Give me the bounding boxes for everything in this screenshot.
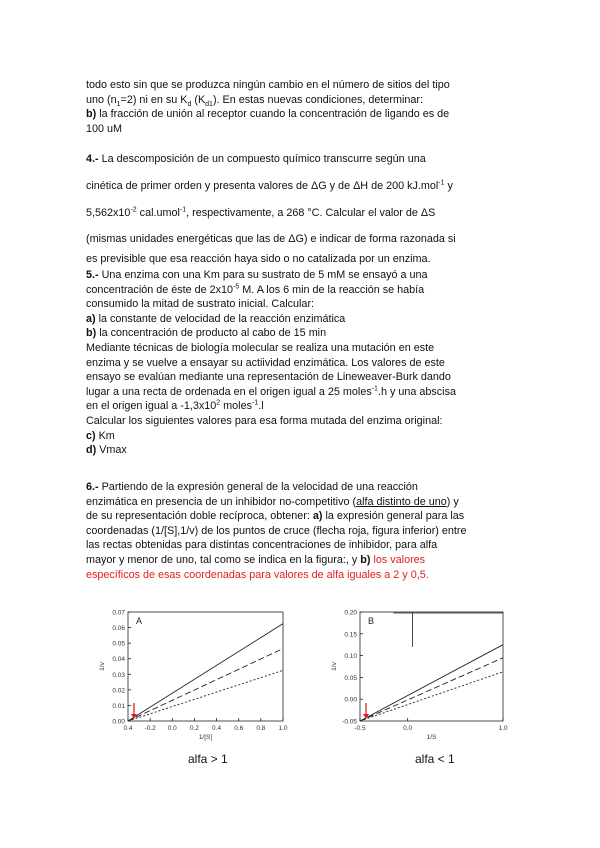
q5-text: Km (95, 429, 115, 442)
q6-text: Partiendo de la expresión general de la velocidad de una reacción (98, 481, 418, 493)
item-label: a) (86, 312, 96, 325)
q5-line-3: consumido la mitad de sustrato inicial. Calcular: (86, 298, 315, 311)
question-6 (86, 480, 514, 582)
q4-text: , respectivamente, a 268 °C. Calcular el valor de ΔS (186, 207, 436, 219)
q4-line-1 (86, 146, 514, 173)
subscript: 1 (116, 100, 121, 108)
x-tick-label: 1.0 (498, 725, 508, 732)
y-tick-label: 0.06 (112, 625, 125, 633)
q6-line-7: específicos de esas coordenadas para valores de alfa iguales a 2 y 0,5. (86, 568, 429, 581)
caption-b: alfa < 1 (415, 752, 455, 766)
q5-text: M. A los 6 min de la reacción se había (239, 283, 425, 296)
q5-text: Una enzima con una Km para su sustrato de 5 mM se ensayó a una (98, 269, 428, 281)
series-line-2 (360, 658, 503, 721)
q5-line-1 (86, 268, 514, 283)
q4-text: La descomposición de un compuesto químico transcurre según una (98, 153, 426, 165)
q6-line-4: coordenadas (1/[S],1/v) de los puntos de cruce (flecha roja, figura inferior) entre (86, 524, 467, 537)
q5-line-8: ensayo se evalúan mediante una representación de Lineweaver-Burk dando (86, 371, 451, 384)
y-axis-label: 1/v (331, 662, 338, 671)
q6-line-6 (86, 553, 514, 568)
y-tick-label: 0.07 (112, 609, 125, 617)
x-tick-label: 1.0 (278, 725, 288, 732)
q4-line-2 (86, 173, 514, 200)
intro-line-2 (86, 93, 514, 108)
intro-text: ). En estas nuevas condiciones, determinar: (212, 93, 424, 106)
q5-line-d (86, 443, 514, 458)
q5-text: .h y una abscisa (377, 385, 456, 398)
x-tick-label: 0.8 (256, 725, 266, 732)
item-label: c) (86, 429, 96, 442)
q4-text: 5,562x10 (86, 207, 131, 219)
series-line-3 (128, 670, 283, 721)
q6-text: de su representación doble recíproca, obtener: (86, 510, 313, 523)
q5-line-9 (86, 385, 514, 400)
q5-line-2 (86, 283, 514, 298)
intro-line-4: 100 uM (86, 122, 123, 135)
q4-text: y (444, 180, 453, 192)
caption-a: alfa > 1 (188, 752, 228, 766)
intro-text: uno (n (86, 93, 117, 106)
series-line-1 (360, 645, 503, 721)
y-tick-label: 0.00 (112, 718, 125, 726)
q6-line-2 (86, 495, 514, 510)
q4-line-4: (mismas unidades energéticas que las de ΔG) e indicar de forma razonada si (86, 233, 456, 245)
x-tick-label: 0.6 (234, 725, 244, 732)
superscript: -1 (179, 206, 187, 214)
plot-frame (128, 612, 283, 721)
intro-line-3 (86, 107, 514, 122)
x-tick-label: -0.2 (144, 725, 156, 732)
intro-line-1: todo esto sin que se produzca ningún cambio en el número de sitios del tipo (86, 79, 450, 91)
q4-line-5: es previsible que esa reacción haya sido o no catalizada por un enzima. (86, 253, 431, 265)
q5-text: la concentración de producto al cabo de 15 min (96, 327, 327, 340)
q4-line-3 (86, 200, 514, 227)
y-tick-label: 0.10 (344, 653, 357, 661)
question-number: 4.- (86, 153, 99, 165)
q5-line-b (86, 326, 514, 341)
q6-line-1 (86, 480, 514, 495)
x-tick-label: 0.0 (403, 725, 413, 732)
item-label: b) (360, 553, 371, 566)
x-tick-label: 0.4 (123, 725, 133, 732)
x-tick-label: 0.2 (189, 725, 199, 732)
panel-label: A (136, 616, 143, 626)
q5-line-a (86, 312, 514, 327)
q5-text: Vmax (96, 444, 127, 457)
x-tick-label: -0.5 (354, 725, 366, 732)
item-label: b) (86, 108, 97, 121)
q6-text: ) y (446, 495, 459, 508)
superscript: 2 (216, 399, 221, 407)
intro-text: (K (191, 93, 206, 106)
y-tick-label: 0.05 (344, 674, 357, 682)
q5-line-7: enzima y se vuelve a ensayar su actiividad enzimática. Los valores de este (86, 356, 445, 369)
chart-alfa-greater-than-one (88, 608, 308, 748)
q5-line-11: Calcular los siguientes valores para esa forma mutada del enzima original: (86, 414, 443, 427)
item-label: b) (86, 327, 97, 340)
intro-paragraph (86, 78, 514, 136)
superscript: -2 (130, 206, 137, 214)
q5-line-10 (86, 399, 514, 414)
series-line-2 (128, 649, 283, 721)
x-axis-label: 1/[S] (198, 734, 213, 741)
q6-line-5: las rectas obtenidas para distintas concentraciones de inhibidor, para alfa (86, 539, 438, 552)
subscript: d1 (205, 100, 213, 108)
superscript: -1 (371, 385, 378, 393)
q5-text: en el origen igual a -1,3x10 (86, 400, 217, 413)
y-tick-label: -0.05 (342, 718, 357, 726)
superscript: -1 (438, 179, 445, 187)
underlined-text: alfa distinto de uno (356, 495, 447, 508)
y-axis-label: 1/v (99, 662, 106, 671)
q5-text: moles (220, 400, 252, 413)
series-line-1 (128, 624, 283, 721)
q5-text: concentración de éste de 2x10 (86, 283, 234, 296)
item-label: a) (312, 510, 323, 523)
series-line-3 (360, 672, 503, 721)
intro-text: la fracción de unión al receptor cuando la concentración de ligando es de (96, 108, 450, 121)
highlighted-text: los valores (370, 553, 426, 566)
q6-text: enzimática en presencia de un inhibidor no-competitivo ( (86, 495, 357, 508)
y-tick-label: 0.03 (112, 671, 125, 679)
question-4 (86, 146, 514, 267)
x-tick-label: 0.4 (212, 725, 222, 732)
question-number: 5.- (86, 269, 99, 281)
y-tick-label: 0.02 (112, 687, 125, 695)
x-axis-label: 1/S (426, 734, 437, 741)
chart-alfa-less-than-one (318, 608, 528, 748)
y-tick-label: 0.00 (344, 696, 357, 704)
q5-text: .l (258, 400, 264, 413)
item-label: d) (86, 444, 97, 457)
q5-text: lugar a una recta de ordenada en el origen igual a 25 moles (86, 385, 372, 398)
superscript: -1 (251, 399, 259, 407)
q4-text: cinética de primer orden y presenta valores de ΔG y de ΔH de 200 kJ.mol (86, 180, 439, 192)
y-tick-label: 0.15 (344, 631, 357, 639)
plot-frame (360, 612, 503, 721)
panel-label: B (368, 616, 375, 626)
question-5 (86, 268, 514, 458)
superscript: -5 (233, 283, 240, 290)
q4-text: cal.umol (136, 207, 180, 219)
y-tick-label: 0.01 (112, 702, 125, 710)
q5-text: la constante de velocidad de la reacción enzimática (95, 312, 346, 325)
q6-text: mayor y menor de uno, tal como se indica en la figura:, y (86, 553, 361, 566)
question-number: 6.- (86, 481, 99, 493)
q5-line-6: Mediante técnicas de biología molecular se realiza una mutación en este (86, 341, 435, 354)
y-tick-label: 0.20 (344, 609, 357, 617)
subscript: d (187, 100, 192, 108)
intro-text: =2) ni en su K (120, 93, 188, 106)
y-tick-label: 0.05 (112, 640, 125, 648)
y-tick-label: 0.04 (112, 656, 125, 664)
q5-line-c (86, 429, 514, 444)
x-tick-label: 0.0 (167, 725, 177, 732)
q6-text: la expresión general para las (322, 510, 465, 523)
q6-line-3 (86, 509, 514, 524)
